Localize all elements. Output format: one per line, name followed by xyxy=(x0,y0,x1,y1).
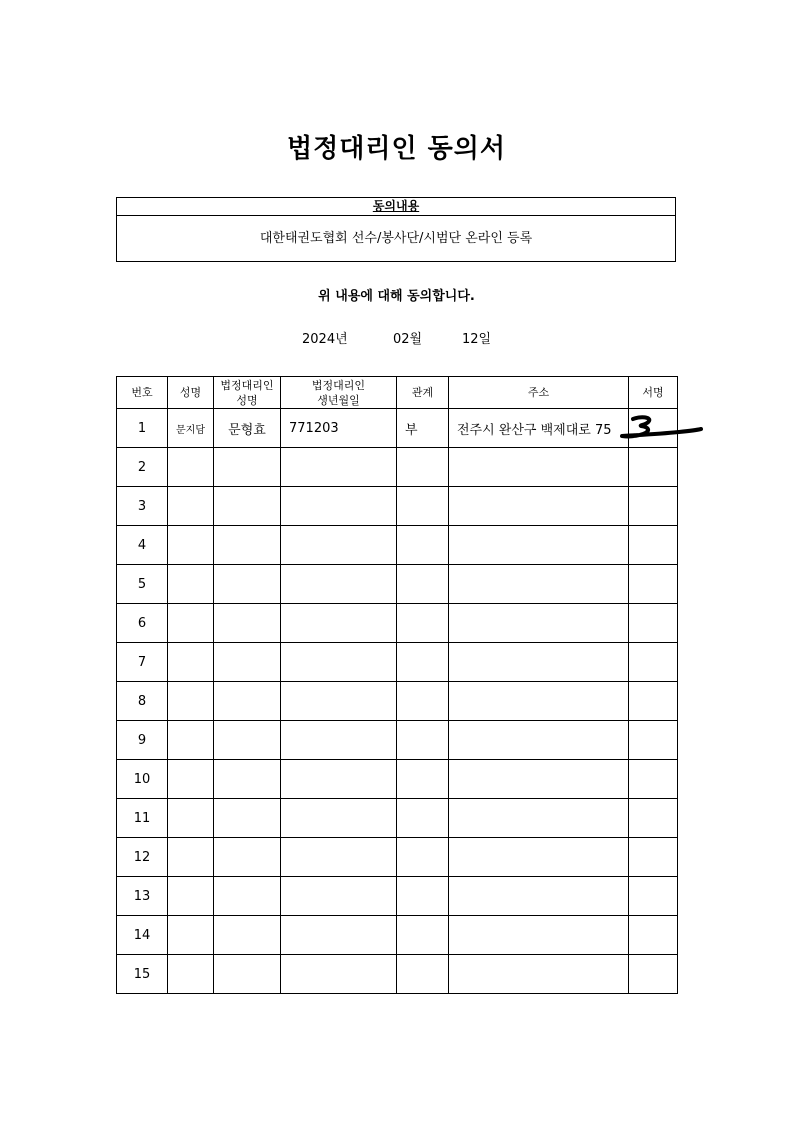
cell-relation xyxy=(397,916,449,955)
table-row xyxy=(117,955,678,994)
table-row xyxy=(117,760,678,799)
cell-address xyxy=(449,760,629,799)
cell-guardian-birth xyxy=(281,604,397,643)
cell-guardian-name xyxy=(214,916,281,955)
cell-signature xyxy=(629,955,678,994)
cell-relation xyxy=(397,643,449,682)
table-row xyxy=(117,682,678,721)
cell-signature xyxy=(629,526,678,565)
cell-guardian-birth xyxy=(281,916,397,955)
cell-relation xyxy=(397,448,449,487)
cell-relation xyxy=(397,682,449,721)
table-row xyxy=(117,565,678,604)
table-row xyxy=(117,721,678,760)
cell-no: 9 xyxy=(117,721,168,760)
cell-relation xyxy=(397,760,449,799)
cell-name xyxy=(168,799,214,838)
cell-guardian-name xyxy=(214,448,281,487)
cell-signature xyxy=(629,487,678,526)
cell-guardian-name xyxy=(214,955,281,994)
cell-guardian-birth xyxy=(281,526,397,565)
cell-guardian-name xyxy=(214,877,281,916)
cell-name xyxy=(168,955,214,994)
cell-name: 문지담 xyxy=(168,409,214,448)
cell-signature xyxy=(629,799,678,838)
cell-guardian-name xyxy=(214,604,281,643)
cell-guardian-birth xyxy=(281,955,397,994)
cell-name xyxy=(168,604,214,643)
cell-no: 6 xyxy=(117,604,168,643)
cell-signature xyxy=(629,448,678,487)
consent-heading-label: 동의내용 xyxy=(372,199,420,213)
cell-address xyxy=(449,643,629,682)
table-row xyxy=(117,799,678,838)
cell-guardian-birth xyxy=(281,682,397,721)
cell-relation xyxy=(397,955,449,994)
cell-signature xyxy=(629,604,678,643)
cell-relation xyxy=(397,526,449,565)
cell-guardian-name xyxy=(214,838,281,877)
cell-signature xyxy=(629,409,678,448)
cell-relation xyxy=(397,721,449,760)
cell-signature xyxy=(629,877,678,916)
cell-signature xyxy=(629,721,678,760)
cell-guardian-birth xyxy=(281,760,397,799)
cell-name xyxy=(168,838,214,877)
consent-heading xyxy=(117,198,675,216)
cell-guardian-birth xyxy=(281,799,397,838)
cell-guardian-name xyxy=(214,526,281,565)
cell-name xyxy=(168,877,214,916)
date-day: 12일 xyxy=(462,332,492,347)
table-row xyxy=(117,487,678,526)
cell-address xyxy=(449,799,629,838)
table-row xyxy=(117,604,678,643)
document-title: 법정대리인 동의서 xyxy=(287,134,506,164)
cell-guardian-birth xyxy=(281,448,397,487)
cell-guardian-name xyxy=(214,565,281,604)
cell-no: 1 xyxy=(117,409,168,448)
cell-no: 14 xyxy=(117,916,168,955)
cell-no: 3 xyxy=(117,487,168,526)
cell-guardian-birth xyxy=(281,565,397,604)
cell-relation xyxy=(397,565,449,604)
cell-guardian-birth xyxy=(281,877,397,916)
cell-address xyxy=(449,604,629,643)
date-month: 02월 xyxy=(393,332,423,347)
cell-address xyxy=(449,487,629,526)
consent-content: 대한태권도협회 선수/봉사단/시범단 온라인 등록 xyxy=(259,231,533,246)
cell-guardian-name xyxy=(214,487,281,526)
cell-guardian-name xyxy=(214,721,281,760)
cell-guardian-name xyxy=(214,760,281,799)
cell-no: 12 xyxy=(117,838,168,877)
cell-guardian-birth xyxy=(281,721,397,760)
cell-relation xyxy=(397,877,449,916)
cell-guardian-name xyxy=(214,799,281,838)
cell-address xyxy=(449,721,629,760)
cell-signature xyxy=(629,760,678,799)
table-row xyxy=(117,409,678,448)
cell-guardian-name: 문형효 xyxy=(214,409,281,448)
cell-address xyxy=(449,916,629,955)
table-row xyxy=(117,448,678,487)
cell-name xyxy=(168,448,214,487)
cell-signature xyxy=(629,643,678,682)
cell-no: 5 xyxy=(117,565,168,604)
consent-box xyxy=(116,197,676,262)
cell-no: 10 xyxy=(117,760,168,799)
cell-guardian-name xyxy=(214,682,281,721)
cell-no: 15 xyxy=(117,955,168,994)
header-no: 번호 xyxy=(117,377,168,409)
header-name: 성명 xyxy=(168,377,214,409)
cell-guardian-name xyxy=(214,643,281,682)
cell-address xyxy=(449,955,629,994)
cell-signature xyxy=(629,565,678,604)
cell-no: 2 xyxy=(117,448,168,487)
header-guardian-name-line1: 법정대리인 xyxy=(220,378,274,392)
cell-no: 7 xyxy=(117,643,168,682)
cell-name xyxy=(168,721,214,760)
cell-address xyxy=(449,565,629,604)
agreement-statement: 위 내용에 대해 동의합니다. xyxy=(318,289,475,304)
table-row xyxy=(117,526,678,565)
cell-signature xyxy=(629,916,678,955)
cell-name xyxy=(168,565,214,604)
cell-relation xyxy=(397,487,449,526)
cell-name xyxy=(168,760,214,799)
cell-guardian-birth xyxy=(281,838,397,877)
header-guardian-birth xyxy=(281,377,397,409)
header-guardian-birth-line1: 법정대리인 xyxy=(311,378,366,392)
handwritten-signature-icon xyxy=(619,413,703,441)
cell-name xyxy=(168,643,214,682)
table-row xyxy=(117,643,678,682)
cell-guardian-birth xyxy=(281,643,397,682)
cell-name xyxy=(168,487,214,526)
header-guardian-name-line2: 성명 xyxy=(236,393,258,407)
header-guardian-birth-line2: 생년월일 xyxy=(317,393,360,407)
cell-relation xyxy=(397,799,449,838)
cell-relation xyxy=(397,604,449,643)
cell-address xyxy=(449,448,629,487)
header-guardian-name xyxy=(214,377,281,409)
cell-no: 8 xyxy=(117,682,168,721)
cell-signature xyxy=(629,682,678,721)
cell-address xyxy=(449,682,629,721)
cell-address xyxy=(449,526,629,565)
cell-relation xyxy=(397,838,449,877)
cell-relation: 부 xyxy=(397,409,449,448)
table-row xyxy=(117,877,678,916)
cell-no: 4 xyxy=(117,526,168,565)
table-row xyxy=(117,838,678,877)
header-signature: 서명 xyxy=(629,377,678,409)
cell-no: 11 xyxy=(117,799,168,838)
cell-name xyxy=(168,526,214,565)
guardian-consent-table xyxy=(116,376,678,994)
cell-guardian-birth: 771203 xyxy=(281,409,397,448)
cell-name xyxy=(168,682,214,721)
cell-no: 13 xyxy=(117,877,168,916)
table-header-row xyxy=(117,377,678,409)
cell-guardian-birth xyxy=(281,487,397,526)
cell-signature xyxy=(629,838,678,877)
header-relation: 관계 xyxy=(397,377,449,409)
date-year: 2024년 xyxy=(302,332,348,347)
cell-address xyxy=(449,838,629,877)
header-address: 주소 xyxy=(449,377,629,409)
cell-address: 전주시 완산구 백제대로 75 xyxy=(449,409,629,448)
cell-address xyxy=(449,877,629,916)
table-row xyxy=(117,916,678,955)
cell-name xyxy=(168,916,214,955)
